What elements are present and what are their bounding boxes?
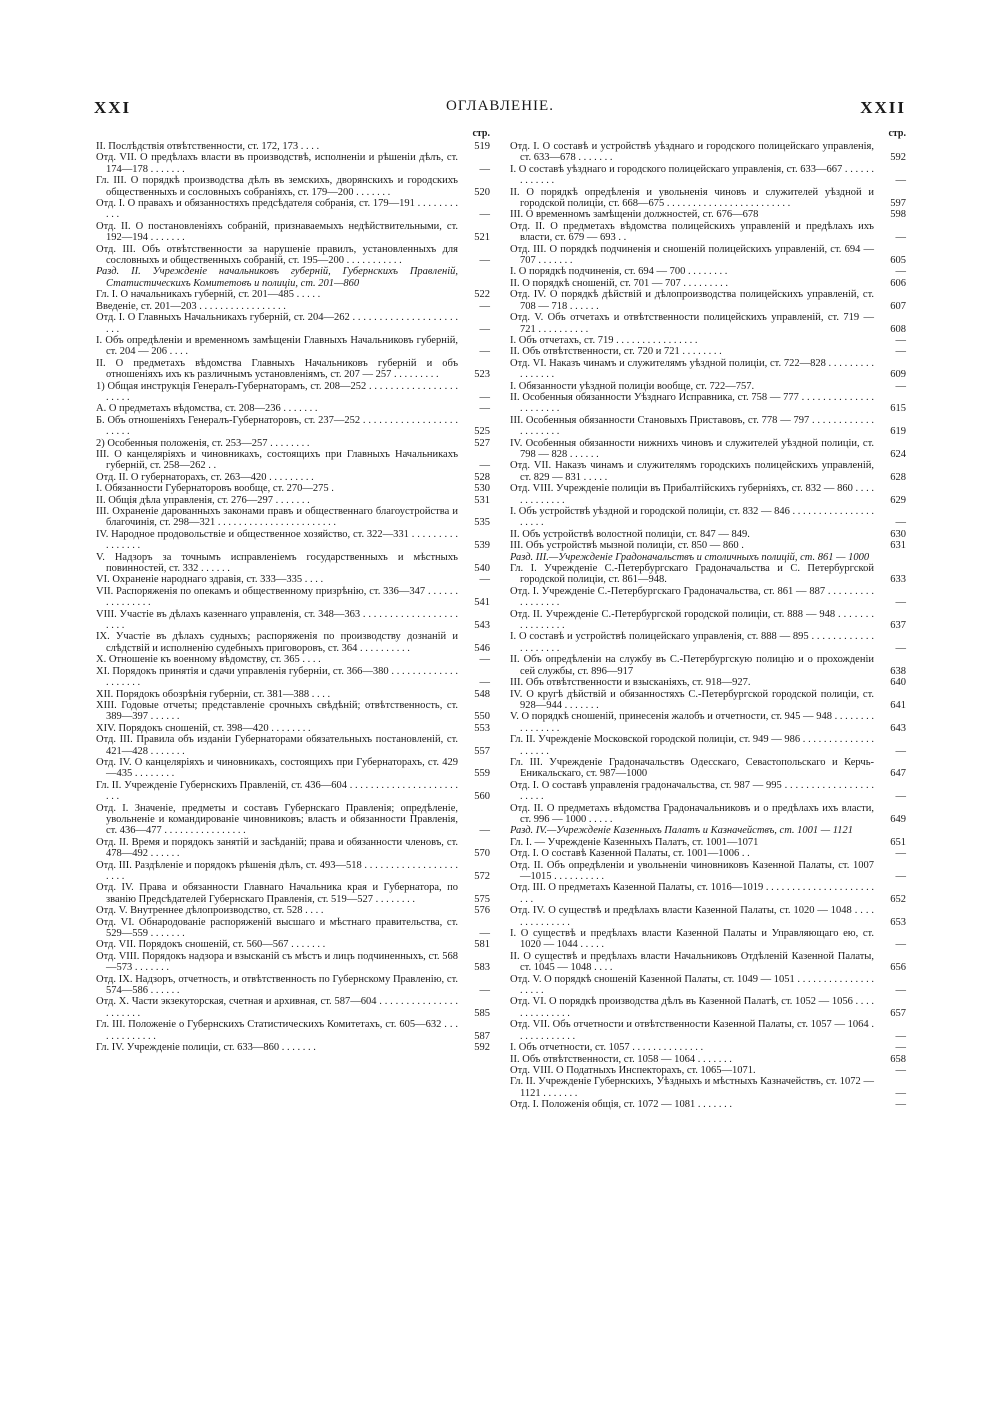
entry-page-number: —	[895, 1087, 906, 1099]
toc-entry	[96, 757, 490, 780]
entry-page-number: —	[479, 391, 490, 403]
entry-page-number: —	[479, 677, 490, 689]
entry-title: Отд. VI. О порядкѣ производства дѣлъ въ Казенной Палатѣ, ст. 1052 — 1056 . . . . . . . . . . . . . .	[510, 996, 874, 1019]
toc-entry	[510, 734, 906, 757]
entry-page-number: —	[479, 928, 490, 940]
entry-page-number: 585	[474, 1007, 490, 1019]
entry-page-number: —	[479, 209, 490, 221]
entry-page-number: 628	[890, 471, 906, 483]
entry-title: II. О предметахъ вѣдомства Главныхъ Начальниковъ губерній и объ отношеніяхъ ихъ къ различнымъ установленіямъ, ст. 207 — 257 . . . . . . . . .	[96, 357, 458, 381]
entry-page-number: 570	[474, 848, 490, 860]
toc-entry	[510, 506, 906, 529]
entry-page-number: —	[895, 1042, 906, 1054]
entry-page-number: 575	[474, 893, 490, 905]
toc-entry	[96, 381, 490, 404]
entry-page-number: 638	[890, 665, 906, 677]
toc-entry	[96, 917, 490, 940]
entry-page-number: 553	[474, 722, 490, 734]
entry-title: Гл. II. Учрежденіе Губернскихъ, Уѣздныхъ и мѣстныхъ Казначействъ, ст. 1072 — 1121 . . . . . . .	[510, 1076, 874, 1099]
entry-title: II. Объ опредѣленіи на службу въ С.-Петербургскую полицію и о прохожденіи сей службы, ст. 896—917	[510, 654, 874, 677]
entry-title: III. О канцеляріяхъ и чиновникахъ, состоящихъ при Главныхъ Начальникахъ губерній, ст. 258—262 . .	[96, 448, 458, 472]
entry-title: Гл. I. О начальникахъ губерній, ст. 201—485 . . . . .	[96, 289, 321, 301]
entry-page-number: 608	[890, 323, 906, 335]
entry-page-number: 559	[474, 768, 490, 780]
toc-entry	[510, 689, 906, 712]
entry-title: Отд. I. Значеніе, предметы и составъ Губернскаго Правленія; опредѣленіе, увольненіе и командированіе чиновниковъ; власть и обязанности Правленія, ст. 436—477 . . . . . . . . . . . . . . . .	[96, 802, 458, 837]
page-title: ОГЛАВЛЕНІЕ.	[446, 98, 554, 114]
entry-title: Отд. I. О составѣ и устройствѣ уѣзднаго и городского полицейскаго управленія, ст. 633—678 . . . . . . .	[510, 141, 874, 164]
entry-page-number: 607	[890, 300, 906, 312]
entry-page-number: 597	[890, 198, 906, 210]
toc-entry	[96, 529, 490, 552]
entry-page-number: 631	[890, 540, 906, 552]
entry-page-number: 546	[474, 642, 490, 654]
page-column-label: стр.	[472, 128, 490, 139]
entry-title: IV. Народное продовольствіе и общественное хозяйство, ст. 322—331 . . . . . . . . . . . . . . . .	[96, 528, 458, 552]
entry-page-number: 535	[474, 517, 490, 529]
entry-title: I. О составѣ уѣзднаго и городского полицейскаго управленія, ст. 633—667 . . . . . . . . . . . . .	[510, 163, 874, 187]
entry-page-number: —	[479, 255, 490, 267]
entry-title: 1) Общая инструкція Генералъ-Губернаторамъ, ст. 208—252 . . . . . . . . . . . . . . . . . . . . . .	[96, 380, 458, 403]
entry-title: I. О составѣ и устройствѣ полицейскаго управленія, ст. 888 — 895 . . . . . . . . . . . . . . . . . . . .	[510, 631, 874, 654]
toc-entry	[96, 905, 490, 916]
entry-title: Гл. IV. Учрежденіе полиціи, ст. 633—860 . . . . . . .	[96, 1042, 316, 1054]
entry-page-number: 519	[474, 141, 490, 152]
toc-entry	[96, 780, 490, 803]
toc-entry	[96, 939, 490, 950]
entry-page-number: 615	[890, 403, 906, 415]
entry-page-number: 557	[474, 745, 490, 757]
toc-entry	[96, 974, 490, 997]
toc-entry	[96, 882, 490, 905]
entry-title: Отд. IX. Надзоръ, отчетность, и отвѣтственность по Губернскому Правленію, ст. 574—586 . . . . . .	[96, 973, 458, 997]
entry-title: Отд. I. Положенія общія, ст. 1072 — 1081 . . . . . . .	[510, 1099, 732, 1111]
toc-entry	[96, 552, 490, 575]
toc-entry	[96, 689, 490, 700]
entry-title: XIV. Порядокъ сношеній, ст. 398—420 . . . . . . . .	[96, 722, 311, 734]
entry-title: Отд. VII. Наказъ чинамъ и служителямъ городскихъ полицейскихъ управленій, ст. 829 — 831 . . . . .	[510, 460, 874, 483]
toc-entry	[510, 803, 906, 826]
entry-title: I. Обязанности уѣздной полиціи вообще, ст. 722—757.	[510, 380, 755, 392]
left-column	[96, 128, 490, 1054]
entry-page-number: 525	[474, 426, 490, 438]
entry-title: II. О порядкѣ опредѣленія и увольненія чиновъ и служителей уѣздной и городской полиціи, ст. 668—675 . . . . . . . . . . . . . . . . . . . . . . . .	[510, 186, 874, 210]
entry-page-number: —	[479, 346, 490, 358]
entry-page-number: 630	[890, 528, 906, 540]
entry-page-number: 651	[890, 836, 906, 848]
page-number-left: XXI	[94, 98, 132, 117]
entry-title: Отд. V. Внутреннее дѣлопроизводство, ст. 528 . . . .	[96, 905, 324, 917]
entry-page-number: 633	[890, 574, 906, 586]
toc-entry	[510, 221, 906, 244]
entry-title: I. Объ отчетахъ, ст. 719 . . . . . . . . . . . . . . . .	[510, 334, 698, 346]
toc-entry	[510, 209, 906, 220]
toc-entry	[510, 951, 906, 974]
entry-title: Отд. VII. О предѣлахъ власти въ производствѣ, исполненіи и рѣшеніи дѣлъ, ст. 174—178 . . . . . . .	[96, 152, 458, 175]
entry-page-number: 629	[890, 494, 906, 506]
entry-title: Отд. II. О губернаторахъ, ст. 263—420 . . . . . . . . .	[96, 471, 314, 483]
entry-page-number: 528	[474, 471, 490, 483]
entry-title: II. Объ отвѣтственности, ст. 1058 — 1064 . . . . . . .	[510, 1053, 732, 1065]
entry-title: II. Объ устройствѣ волостной полиціи, ст. 847 — 849.	[510, 528, 750, 540]
entry-title: Отд. II. Время и порядокъ занятій и засѣданій; права и обязанности членовъ, ст. 478—492 . . . . . .	[96, 836, 458, 860]
entry-page-number: 531	[474, 494, 490, 506]
entry-title: III. Охраненіе дарованныхъ законами правъ и общественнаго благоустройства и благочинія, ст. 298—321 . . . . . . . . . . . . . . . . . . . . . . .	[96, 506, 458, 529]
entry-page-number: —	[479, 574, 490, 586]
entry-page-number: 653	[890, 916, 906, 928]
entry-page-number: —	[479, 403, 490, 415]
toc-entry	[510, 996, 906, 1019]
entry-title: I. О порядкѣ подчиненія, ст. 694 — 700 . . . . . . . .	[510, 266, 728, 278]
entry-title: Разд. IV.—Учрежденіе Казенныхъ Палатъ и Казначействъ, ст. 1001 — 1121	[510, 825, 853, 837]
section-heading-entry	[510, 825, 906, 836]
toc-entry	[510, 540, 906, 551]
entry-title: II. О существѣ и предѣлахъ власти Начальниковъ Отдѣленій Казенной Палаты, ст. 1045 — 1048 . . . .	[510, 950, 874, 974]
toc-entry	[510, 631, 906, 654]
entry-title: II. Послѣдствія отвѣтственности, ст. 172, 173 . . . .	[96, 141, 320, 152]
toc-entry	[96, 221, 490, 244]
toc-entry	[510, 358, 906, 381]
toc-entry	[510, 289, 906, 312]
entry-title: II. О порядкѣ сношеній, ст. 701 — 707 . . . . . . . . .	[510, 277, 729, 289]
entry-title: Отд. V. Объ отчетахъ и отвѣтственности полицейскихъ управленій, ст. 719 — 721 . . . . . . . . . .	[510, 312, 874, 335]
entry-page-number: 540	[474, 563, 490, 575]
entry-page-number: 624	[890, 448, 906, 460]
entry-page-number: 609	[890, 369, 906, 381]
entry-title: Отд. I. О правахъ и обязанностяхъ предсѣдателя собранія, ст. 179—191 . . . . . . . . . . .	[96, 198, 458, 221]
entry-title: Отд. VIII. Учрежденіе полиціи въ Прибалтійскихъ губерніяхъ, ст. 832 — 860 . . . . . . . . . . . . .	[510, 483, 874, 506]
entry-page-number: —	[895, 1099, 906, 1111]
entry-title: Отд. VI. Наказъ чинамъ и служителямъ уѣздной полиціи, ст. 722—828 . . . . . . . . . . . . . . . .	[510, 357, 874, 381]
entry-page-number: 521	[474, 232, 490, 244]
entry-title: XII. Порядокъ обозрѣнія губерніи, ст. 381—388 . . . .	[96, 688, 331, 700]
entry-page-number: —	[895, 380, 906, 392]
toc-entry	[96, 837, 490, 860]
page-header	[94, 98, 906, 122]
entry-title: I. Объ отчетности, ст. 1057 . . . . . . . . . . . . . .	[510, 1042, 704, 1054]
entry-page-number: —	[479, 323, 490, 335]
entry-page-number: —	[895, 334, 906, 346]
entry-title: Разд. III.—Учрежденіе Градоначальствъ и столичныхъ полицій, ст. 861 — 1000	[510, 551, 870, 563]
toc-entry	[96, 175, 490, 198]
toc-entry	[510, 460, 906, 483]
entry-page-number: 598	[890, 209, 906, 221]
entry-title: Отд. IV. О канцеляріяхъ и чиновникахъ, состоящихъ при Губернаторахъ, ст. 429—435 . . . . . . . .	[96, 756, 458, 780]
toc-entry	[510, 392, 906, 415]
toc-entry	[510, 860, 906, 883]
entry-page-number: —	[479, 985, 490, 997]
toc-entry	[96, 631, 490, 654]
entry-title: Отд. VI. Обнародованіе распоряженій высшаго и мѣстнаго правительства, ст. 529—559 . . . . . . .	[96, 916, 458, 940]
entry-title: Гл. III. Положеніе о Губернскихъ Статистическихъ Комитетахъ, ст. 605—632 . . . . . . . . . . . . .	[96, 1019, 458, 1042]
entry-page-number: 520	[474, 186, 490, 198]
entry-title: III. Особенныя обязанности Становыхъ Приставовъ, ст. 778 — 797 . . . . . . . . . . . . . . . . . . . .	[510, 414, 874, 438]
entry-title: III. О временномъ замѣщеніи должностей, ст. 676—678	[510, 209, 759, 221]
toc-entry	[510, 483, 906, 506]
entry-page-number: —	[895, 232, 906, 244]
entry-page-number: —	[895, 642, 906, 654]
entry-page-number: 543	[474, 620, 490, 632]
entry-title: Отд. IV. О порядкѣ дѣйствій и дѣлопроизводства полицейскихъ управленій, ст. 708 — 718 . . . . . .	[510, 289, 874, 312]
entry-page-number: —	[479, 654, 490, 666]
entry-title: X. Отношеніе къ военному вѣдомству, ст. 365 . . . .	[96, 654, 321, 666]
entry-page-number: 583	[474, 962, 490, 974]
page-number-right: XXII	[860, 98, 906, 117]
entry-page-number: —	[895, 517, 906, 529]
toc-entry	[96, 449, 490, 472]
toc-entry	[510, 244, 906, 267]
entry-title: Отд. II. Объ опредѣленіи и увольненіи чиновниковъ Казенной Палаты, ст. 1007—1015 . . . . . . . . . .	[510, 859, 874, 882]
entry-title: Отд. II. Учрежденіе С.-Петербургской городской полиціи, ст. 888 — 948 . . . . . . . . . . . . . . . .	[510, 608, 874, 632]
entry-page-number: —	[895, 346, 906, 358]
toc-entry	[96, 141, 490, 152]
toc-entry	[510, 974, 906, 997]
toc-entry	[510, 563, 906, 586]
entry-title: Отд. II. О предметахъ вѣдомства полицейскихъ управленій и предѣлахъ ихъ власти, ст. 679 — 693 . .	[510, 220, 874, 244]
entry-page-number: 530	[474, 483, 490, 495]
toc-entry	[96, 438, 490, 449]
toc-entry	[510, 1019, 906, 1042]
entry-page-number: 572	[474, 871, 490, 882]
toc-entry	[510, 312, 906, 335]
entry-title: VI. Охраненіе народнаго здравія, ст. 333—335 . . . .	[96, 574, 324, 586]
entry-title: I. Обязанности Губернаторовъ вообще, ст. 270—275 .	[96, 483, 334, 495]
entry-title: Отд. III. Раздѣленіе и порядокъ рѣшенія дѣлъ, ст. 493—518 . . . . . . . . . . . . . . . . . . . . . .	[96, 859, 458, 882]
entry-page-number: 649	[890, 813, 906, 825]
entry-title: IX. Участіе въ дѣлахъ судныхъ; распоряженія по производству дознаній и слѣдствій и исполненію судебныхъ приговоровъ, ст. 364 . . . . . . . . . .	[96, 631, 458, 654]
entry-title: VIII. Участіе въ дѣлахъ казеннаго управленія, ст. 348—363 . . . . . . . . . . . . . . . . . . . . . .	[96, 608, 458, 632]
toc-entry	[510, 278, 906, 289]
section-heading-entry	[96, 266, 490, 289]
toc-entry	[96, 335, 490, 358]
toc-entry	[96, 609, 490, 632]
entry-page-number: —	[895, 266, 906, 278]
toc-entry	[96, 951, 490, 974]
entry-title: III. Объ устройствѣ мызной полиціи, ст. 850 — 860 .	[510, 540, 744, 552]
toc-entry	[510, 654, 906, 677]
entry-title: I. О существѣ и предѣлахъ власти Казенной Палаты и Управляющаго ею, ст. 1020 — 1044 . . . . .	[510, 928, 874, 951]
entry-title: Отд. IV. О существѣ и предѣлахъ власти Казенной Палаты, ст. 1020 — 1048 . . . . . . . . . . . . . .	[510, 905, 874, 928]
toc-entry	[510, 1099, 906, 1110]
toc-entry	[96, 483, 490, 494]
entry-page-number: 550	[474, 711, 490, 723]
toc-entry	[96, 700, 490, 723]
toc-entry	[96, 860, 490, 883]
entry-title: VII. Распоряженія по опекамъ и общественному призрѣнію, ст. 336—347 . . . . . . . . . . . . . . .	[96, 585, 458, 609]
toc-entry	[96, 1019, 490, 1042]
entry-title: Отд. I. О составѣ Казенной Палаты, ст. 1001—1006 . .	[510, 848, 750, 860]
entry-page-number: —	[895, 939, 906, 951]
entry-page-number: —	[895, 848, 906, 860]
toc-entry	[510, 928, 906, 951]
toc-entry	[96, 586, 490, 609]
entry-title: Гл. III. Учрежденіе Градоначальствъ Одесскаго, Севастопольскаго и Керчь-Еникальскаго, ст. 987—1000	[510, 756, 874, 780]
entry-title: Отд. III. О предметахъ Казенной Палаты, ст. 1016—1019 . . . . . . . . . . . . . . . . . . . . . . . .	[510, 882, 874, 905]
entry-title: V. Надзоръ за точнымъ исправленіемъ государственныхъ и мѣстныхъ повинностей, ст. 332 . . . . . .	[96, 551, 458, 575]
entry-page-number: —	[479, 163, 490, 175]
entry-title: Отд. V. О порядкѣ сношеній Казенной Палаты, ст. 1049 — 1051 . . . . . . . . . . . . . . . . . . . .	[510, 973, 874, 997]
entry-page-number: —	[895, 175, 906, 187]
toc-entry	[96, 723, 490, 734]
entry-page-number: 637	[890, 620, 906, 632]
toc-entry	[510, 1065, 906, 1076]
entry-page-number: 576	[474, 905, 490, 917]
entry-title: II. Особенныя обязанности Уѣзднаго Исправника, ст. 758 — 777 . . . . . . . . . . . . . . . . . . . . . .	[510, 391, 874, 415]
toc-entry	[510, 164, 906, 187]
entry-title: Отд. IV. Права и обязанности Главнаго Начальника края и Губернатора, по званію Предсѣдателей Губернскаго Правленія, ст. 519—527 . . . . . . . .	[96, 882, 458, 905]
entry-page-number: —	[895, 1030, 906, 1042]
entry-page-number: 522	[474, 289, 490, 301]
toc-entry	[96, 152, 490, 175]
toc-entry	[510, 757, 906, 780]
toc-entry	[96, 574, 490, 585]
entry-title: Отд. I. О составѣ управленія градоначальства, ст. 987 — 995 . . . . . . . . . . . . . . . . . . . . . .	[510, 779, 874, 803]
toc-entry	[510, 1042, 906, 1053]
toc-entry	[510, 381, 906, 392]
page-column-label: стр.	[888, 128, 906, 139]
toc-entry	[96, 996, 490, 1019]
entry-page-number: 605	[890, 255, 906, 267]
entry-title: Отд. VII. Объ отчетности и отвѣтственности Казенной Палаты, ст. 1057 — 1064 . . . . . . . . . . . .	[510, 1019, 874, 1042]
entry-page-number: —	[895, 985, 906, 997]
entry-page-number: 640	[890, 677, 906, 689]
entry-page-number: 641	[890, 699, 906, 711]
toc-entry	[510, 141, 906, 164]
entry-title: Отд. I. Учрежденіе С.-Петербургскаго Градоначальства, ст. 861 — 887 . . . . . . . . . . . . . . . . .	[510, 585, 874, 609]
toc-entry	[96, 403, 490, 414]
toc-entry	[96, 301, 490, 312]
toc-entry	[96, 506, 490, 529]
toc-entry	[510, 609, 906, 632]
entry-title: III. Объ отвѣтственности и взысканіяхъ, ст. 918—927.	[510, 677, 751, 689]
entry-page-number: 523	[474, 369, 490, 381]
entry-page-number: 560	[474, 791, 490, 803]
entry-title: IV. Особенныя обязанности нижнихъ чиновъ и служителей уѣздной полиціи, ст. 798 — 828 . . . . . .	[510, 437, 874, 460]
entry-title: II. Общія дѣла управленія, ст. 276—297 . . . . . . .	[96, 494, 310, 506]
entry-title: Отд. VIII. Порядокъ надзора и взысканій съ мѣстъ и лицъ подчиненныхъ, ст. 568—573 . . . . . . .	[96, 950, 458, 974]
entry-page-number: 652	[890, 893, 906, 905]
entry-title: Гл. I. — Учрежденіе Казенныхъ Палатъ, ст. 1001—1071	[510, 836, 759, 848]
toc-entry	[510, 780, 906, 803]
toc-entry	[510, 677, 906, 688]
entry-title: Отд. VII. Порядокъ сношеній, ст. 560—567 . . . . . . .	[96, 939, 326, 951]
entry-page-number: 539	[474, 540, 490, 552]
toc-entry	[96, 472, 490, 483]
entry-page-number: 656	[890, 962, 906, 974]
entry-title: Введеніе, ст. 201—203 . . . . . . . . . . . . . . . . .	[96, 300, 286, 312]
entry-page-number: 643	[890, 722, 906, 734]
entry-page-number: —	[895, 791, 906, 803]
entry-title: Отд. VIII. О Податныхъ Инспекторахъ, ст. 1065—1071.	[510, 1064, 756, 1076]
entry-title: Отд. III. Правила объ изданіи Губернаторами обязательныхъ постановленій, ст. 421—428 . . . . . . .	[96, 734, 458, 757]
toc-entry	[96, 289, 490, 300]
toc-entry	[510, 586, 906, 609]
entry-page-number: 541	[474, 597, 490, 609]
right-column	[510, 128, 906, 1111]
entry-title: Отд. II. О постановленіяхъ собраній, признаваемыхъ недѣйствительными, ст. 192—194 . . . . . . .	[96, 220, 458, 244]
entry-page-number: 581	[474, 939, 490, 951]
toc-entry	[96, 358, 490, 381]
entry-page-number: —	[895, 871, 906, 882]
entry-page-number: —	[895, 597, 906, 609]
toc-entry	[96, 654, 490, 665]
toc-entry	[510, 882, 906, 905]
toc-entry	[96, 415, 490, 438]
toc-entry	[510, 346, 906, 357]
section-heading-entry	[510, 552, 906, 563]
entry-title: V. О порядкѣ сношеній, принесенія жалобъ и отчетности, ст. 945 — 948 . . . . . . . . . . . . . . . .	[510, 711, 874, 734]
toc-entry	[96, 1042, 490, 1053]
toc-entry	[96, 666, 490, 689]
entry-page-number: —	[479, 460, 490, 472]
toc-entry	[510, 1054, 906, 1065]
entry-title: XI. Порядокъ принятія и сдачи управленія губерніи, ст. 366—380 . . . . . . . . . . . . . . . . . . . .	[96, 665, 458, 689]
entry-title: 2) Особенныя положенія, ст. 253—257 . . . . . . . .	[96, 437, 310, 449]
toc-entry	[510, 415, 906, 438]
entry-title: Отд. I. О Главныхъ Начальникахъ губерній, ст. 204—262 . . . . . . . . . . . . . . . . . . . . . . .	[96, 312, 458, 335]
toc-entry	[510, 529, 906, 540]
toc-entry	[510, 848, 906, 859]
entry-page-number: 587	[474, 1030, 490, 1042]
toc-entry	[96, 244, 490, 267]
entry-page-number: —	[895, 1064, 906, 1076]
toc-entry	[96, 312, 490, 335]
entry-title: Гл. I. Учрежденіе С.-Петербургскаго Градоначальства и С. Петербургской городской полиціи, ст. 861—948.	[510, 563, 874, 586]
toc-entry	[96, 803, 490, 837]
entry-title: II. Объ отвѣтственности, ст. 720 и 721 . . . . . . . .	[510, 346, 722, 358]
entry-page-number: —	[479, 300, 490, 312]
entry-page-number: —	[895, 745, 906, 757]
toc-entry	[510, 905, 906, 928]
entry-page-number: 527	[474, 437, 490, 449]
entry-title: Разд. II. Учрежденіе начальниковъ губерній, Губернскихъ Правленій, Статистическихъ Комитетовъ и полиціи, ст. 201—860	[96, 266, 458, 289]
entry-page-number: 658	[890, 1053, 906, 1065]
entry-title: Отд. III. О порядкѣ подчиненія и сношеній полицейскихъ управленій, ст. 694 — 707 . . . . . . .	[510, 243, 874, 267]
toc-entry	[510, 438, 906, 461]
toc-entry	[510, 335, 906, 346]
entry-title: Отд. III. Объ отвѣтственности за нарушеніе правилъ, установленныхъ для сословныхъ и общественныхъ собраній, ст. 195—200 . . . . . . . . . . .	[96, 243, 458, 267]
entry-title: Отд. X. Части экзекуторская, счетная и архивная, ст. 587—604 . . . . . . . . . . . . . . . . . . . . . .	[96, 996, 458, 1019]
toc-entry	[510, 837, 906, 848]
toc-entry	[96, 198, 490, 221]
toc-entry	[510, 1076, 906, 1099]
entry-page-number: 548	[474, 688, 490, 700]
entry-page-number: 619	[890, 426, 906, 438]
toc-entry	[96, 734, 490, 757]
entry-title: Отд. II. О предметахъ вѣдомства Градоначальниковъ и о предѣлахъ ихъ власти, ст. 996 — 1000 . . . . .	[510, 802, 874, 825]
entry-title: Гл. II. Учрежденіе Губернскихъ Правленій, ст. 436—604 . . . . . . . . . . . . . . . . . . . . . . . .	[96, 779, 458, 803]
entry-page-number: 592	[474, 1042, 490, 1054]
toc-entry	[510, 711, 906, 734]
entry-title: IV. О кругѣ дѣйствій и обязанностяхъ С.-Петербургской городской полиціи, ст. 928—944 . . . . . . .	[510, 688, 874, 711]
entry-title: I. Объ опредѣленіи и временномъ замѣщеніи Главныхъ Начальниковъ губерній, ст. 204 — 206 . . . .	[96, 334, 458, 358]
entry-title: I. Объ устройствѣ уѣздной и городской полиціи, ст. 832 — 846 . . . . . . . . . . . . . . . . . . . . .	[510, 506, 874, 529]
entry-title: Б. Объ отношеніяхъ Генералъ-Губернаторовъ, ст. 237—252 . . . . . . . . . . . . . . . . . . . . . . .	[96, 414, 458, 438]
entry-page-number: 592	[890, 152, 906, 164]
entry-title: А. О предметахъ вѣдомства, ст. 208—236 . . . . . . .	[96, 403, 318, 415]
toc-entry	[96, 495, 490, 506]
toc-entry	[510, 266, 906, 277]
entry-page-number: 647	[890, 768, 906, 780]
entry-title: Гл. III. О порядкѣ производства дѣлъ въ земскихъ, дворянскихъ и городскихъ общественныхъ и сословныхъ собраніяхъ, ст. 179—200 . . . . . . .	[96, 175, 458, 198]
entry-page-number: 657	[890, 1007, 906, 1019]
toc-entry	[510, 187, 906, 210]
entry-page-number: 606	[890, 277, 906, 289]
entry-title: Гл. II. Учрежденіе Московской городской полиціи, ст. 949 — 986 . . . . . . . . . . . . . . . . . . . .	[510, 734, 874, 757]
entry-page-number: —	[479, 825, 490, 837]
entry-title: XIII. Годовые отчеты; представленіе срочныхъ свѣдѣній; отвѣтственность, ст. 389—397 . . . . . .	[96, 699, 458, 723]
